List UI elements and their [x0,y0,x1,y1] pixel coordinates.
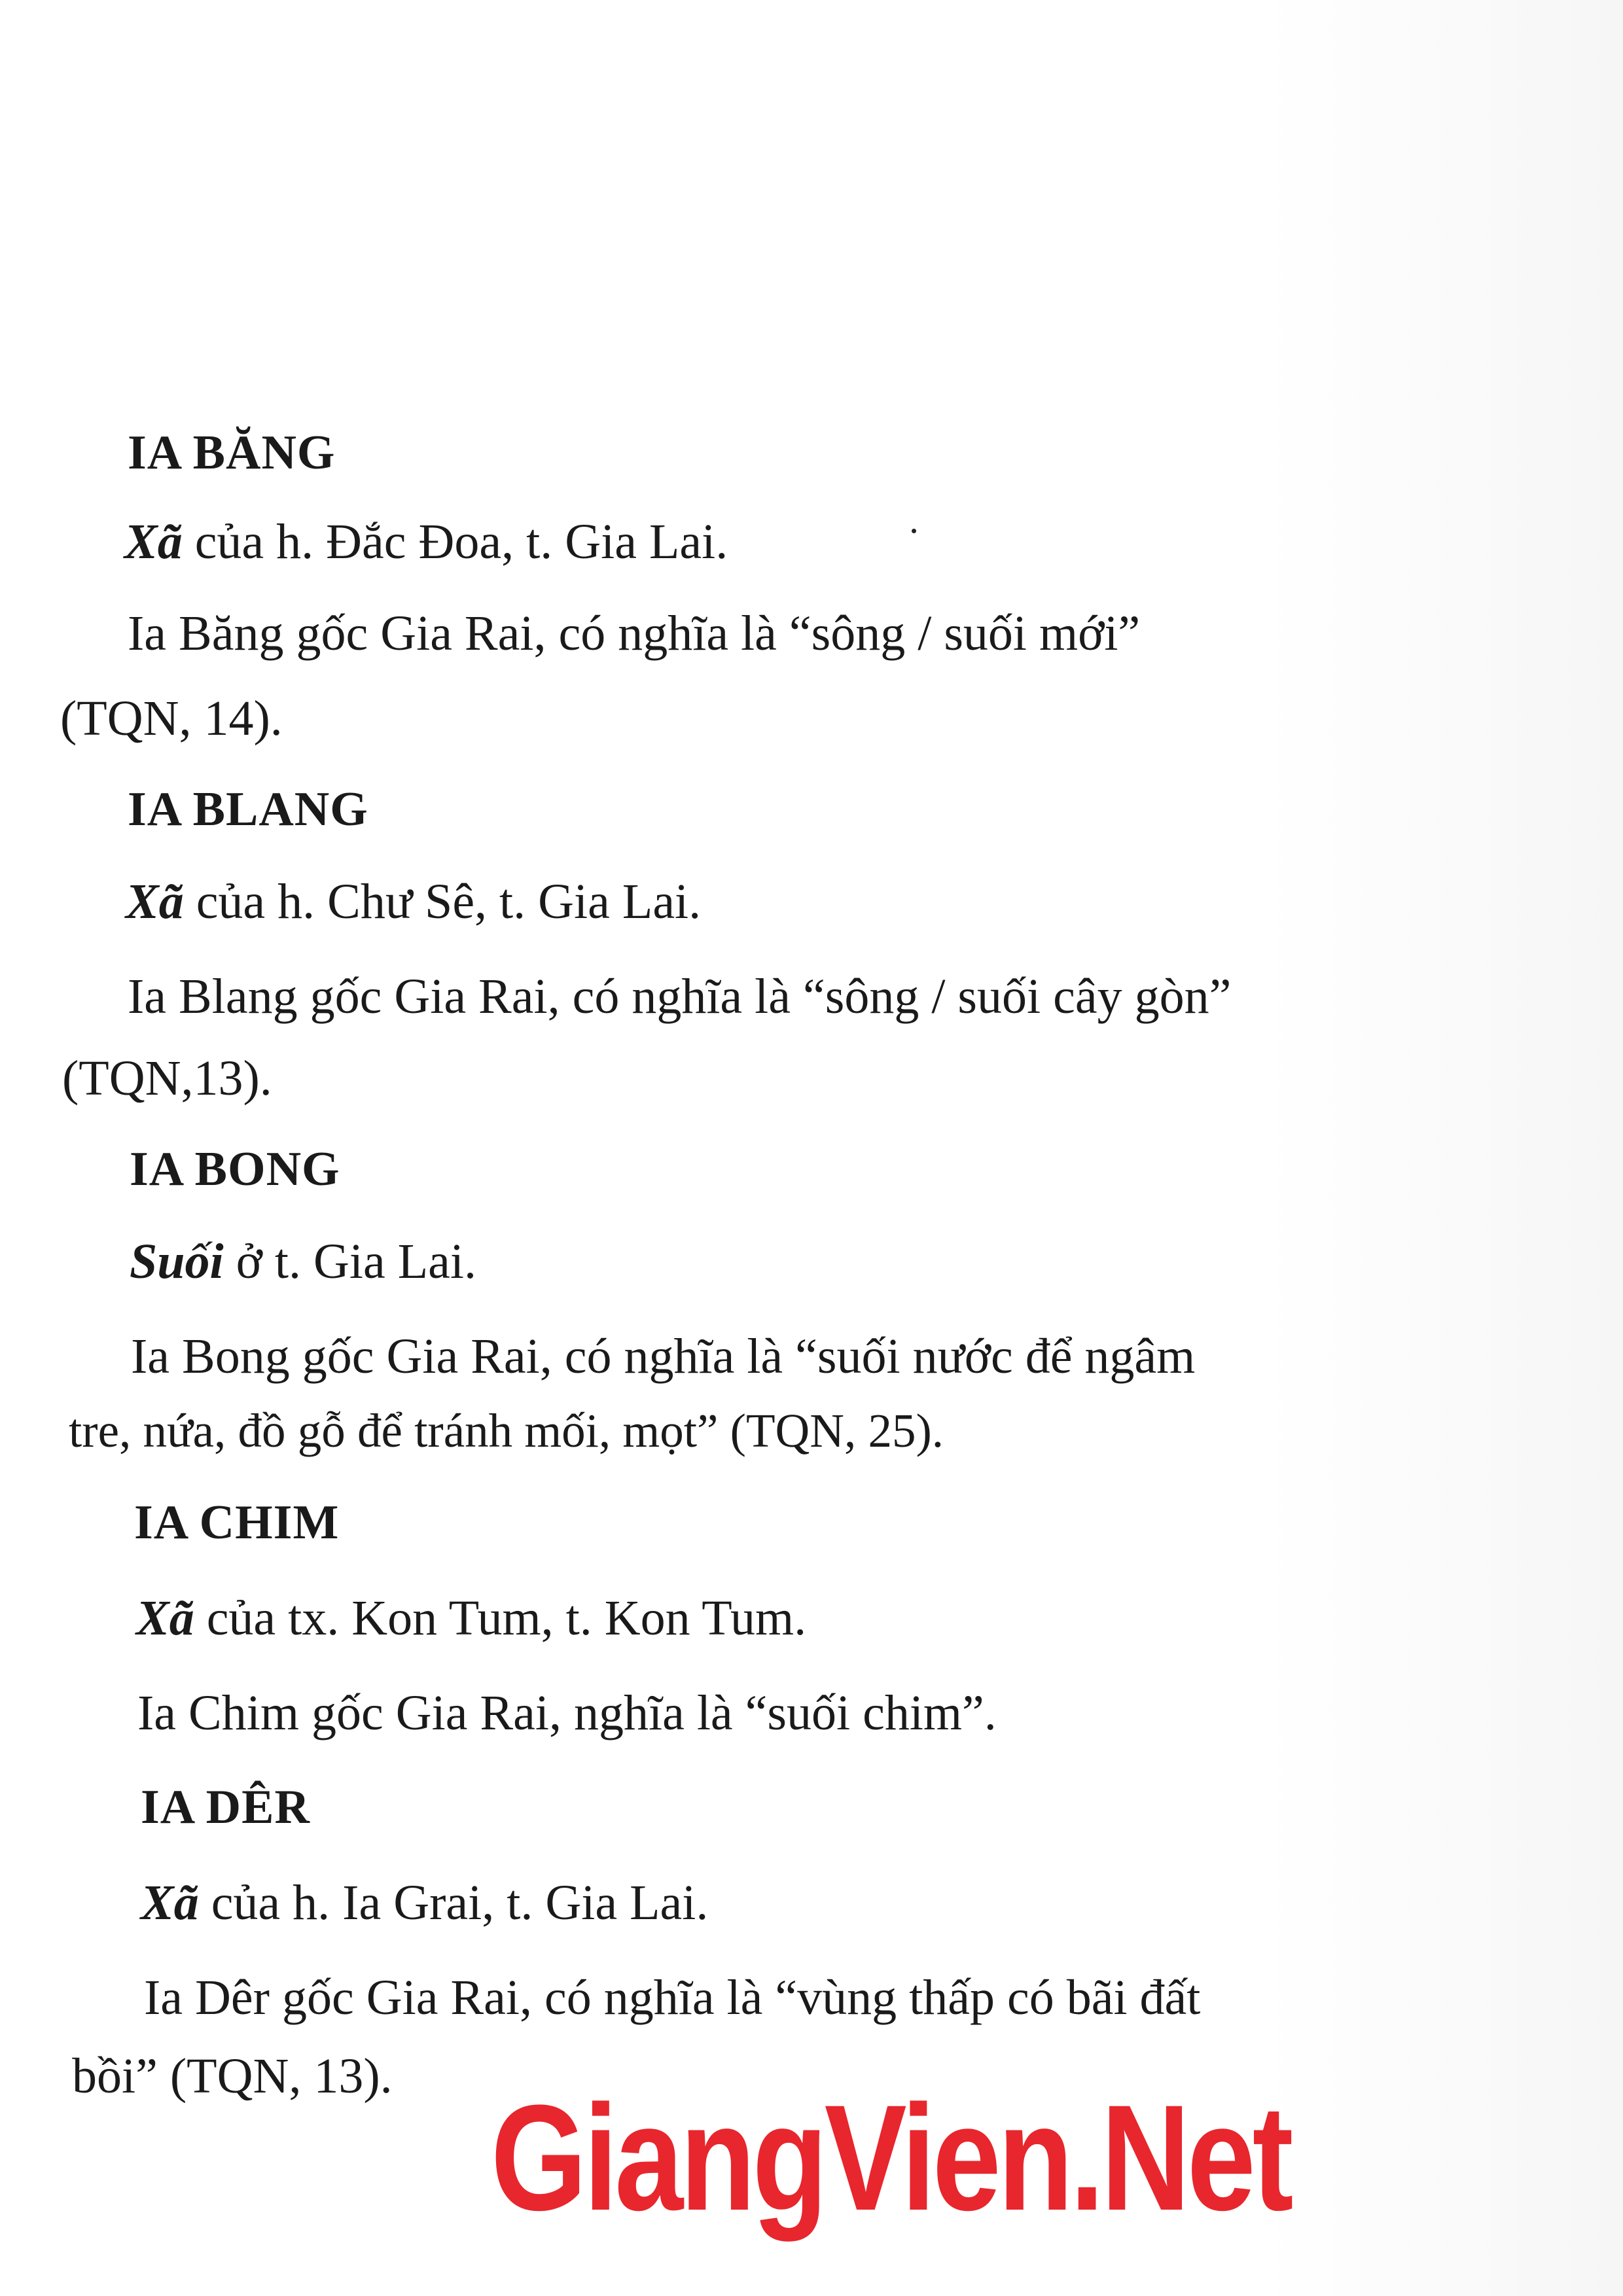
entry-definition-text: của h. Ia Grai, t. Gia Lai. [198,1875,709,1930]
entry-headword: IA BLANG [128,783,368,836]
entry-type: Suối [130,1234,224,1289]
entry-definition-text: của tx. Kon Tum, t. Kon Tum. [194,1591,807,1646]
entry-type: Xã [141,1875,199,1930]
entry-body-line: (TQN,13). [62,1051,272,1106]
entry-body-line: Ia Chim gốc Gia Rai, nghĩa là “suối chim”. [137,1686,997,1740]
entry-body-line: Ia Blang gốc Gia Rai, có nghĩa là “sông / suối cây gòn” [128,969,1232,1024]
entry-headword: IA BĂNG [128,426,336,480]
entry-body-line: (TQN, 14). [60,691,283,746]
speck [912,529,916,533]
entry-headword: IA DÊR [141,1780,310,1834]
entry-body-line: bồi” (TQN, 13). [72,2049,393,2104]
watermark-logo: GiangVien.Net [491,2074,1291,2242]
entry-definition [130,1233,476,1290]
entry-definition [141,1875,708,1932]
entry-definition-text: ở t. Gia Lai. [223,1234,476,1289]
entry-definition [126,874,701,930]
entry-headword: IA CHIM [134,1496,340,1549]
entry-definition [136,1590,806,1647]
entry-body-line: tre, nứa, đồ gỗ để tránh mối, mọt” (TQN, 25). [69,1404,944,1457]
entry-type: Xã [136,1591,194,1646]
entry-body-line: Ia Bong gốc Gia Rai, có nghĩa là “suối nước để ngâm [131,1329,1196,1384]
entry-headword: IA BONG [130,1142,340,1196]
entry-type: Xã [126,874,184,929]
entry-definition-text: của h. Chư Sê, t. Gia Lai. [183,874,702,929]
entry-body-line [128,605,1423,662]
entry-definition-text: của h. Đắc Đoa, t. Gia Lai. [182,514,728,569]
entry-type: Xã [124,514,183,569]
entry-body-text: Ia Băng gốc Gia Rai, có nghĩa là “sông / suối mới” [128,606,1141,661]
entry-body-line: Ia Dêr gốc Gia Rai, có nghĩa là “vùng thấp có bãi đất [144,1970,1201,2025]
entry-definition [124,514,728,571]
